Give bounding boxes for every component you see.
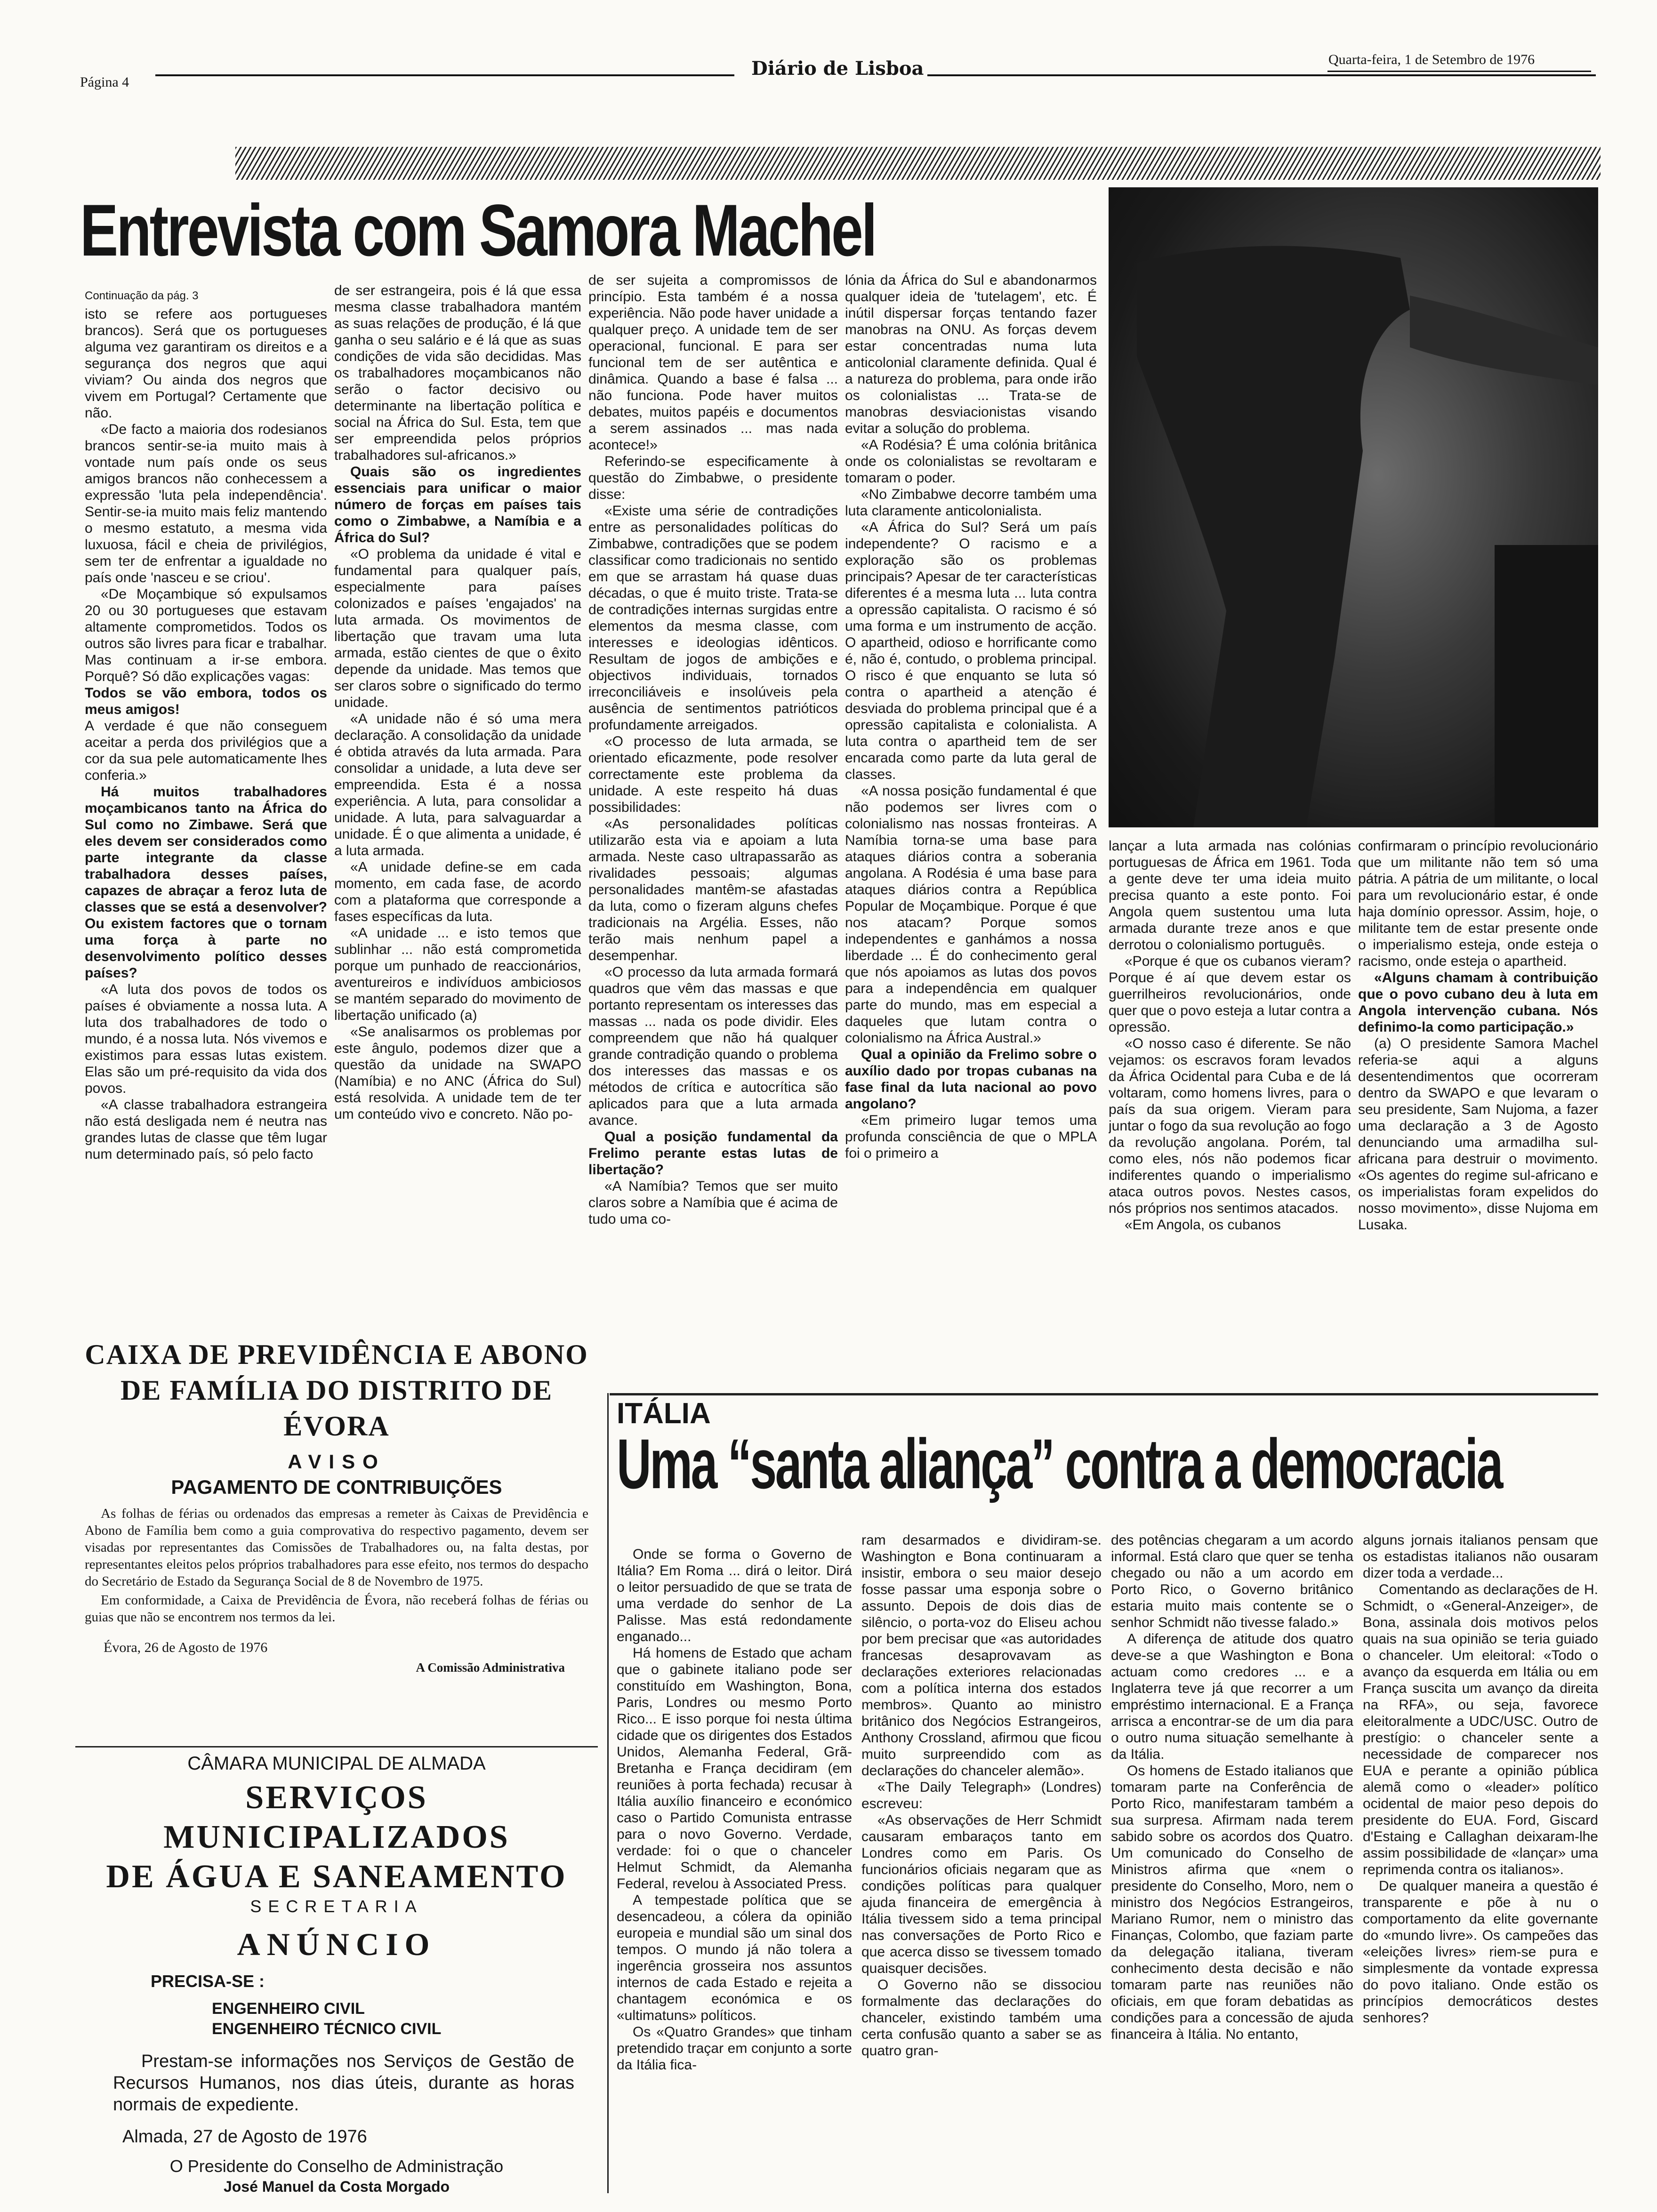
ad2-item-1: ENGENHEIRO CIVIL	[212, 2000, 365, 2018]
ad2-precisa: PRECISA-SE :	[151, 1972, 265, 1991]
ad-date: Évora, 26 de Agosto de 1976	[104, 1640, 268, 1655]
ad-aviso: AVISO	[288, 1451, 386, 1473]
article1-column-5: lançar a luta armada nas colónias portuguesas de África em 1961. Toda a gente deve ter uma ideia muito precisa quanto a este ponto. Foi Angola quem sustentou uma luta armada durante treze anos e que derrotou o colonialismo português. «Porque é que os cubanos vieram? Porque é aí que devem estar os guerrilheiros revolucionários, onde quer que o povo esteja a lutar contra a opressão. «O nosso caso é diferente. Se não vejamos: os escravos foram levados da África Ocidental para Cuba e de lá voltaram, como homens livres, para o país da sua origem. Vieram para juntar o fogo da sua revolução ao fogo da revolução angolana. Porém, tal como eles, nós não podemos ficar indiferentes quando o imperialismo ataca outros povos. Nestes casos, nós próprios nos sentimos atacados. «Em Angola, os cubanos	[1109, 838, 1351, 1233]
ad2-title-2: DE ÁGUA E SANEAMENTO	[106, 1859, 567, 1895]
ad2-anuncio: ANÚNCIO	[237, 1926, 436, 1962]
article1-column-6: confirmaram o princípio revolucionário que um militante não tem só uma pátria. A pátria de um militante, o local para um revolucionário estar, é onde haja domínio opressor. Assim, hoje, o militante tem de estar presente onde o imperialismo esteja, onde esteja o racismo, onde esteja o apartheid. «Alguns chamam à contribuição que o povo cubano deu à luta em Angola intervenção cubana. Nós definimo-la como participação.» (a) O presidente Samora Machel referia-se aqui a alguns desentendimentos que ocorreram dentro da SWAPO e que levaram o seu presidente, Sam Nujoma, a fazer uma declaração a 3 de Agosto denunciando uma armadilha sul-africana para destruir o movimento. «Os agentes do regime sul-africano e os imperialistas foram expelidos do nosso movimento», disse Nujoma em Lusaka.	[1358, 838, 1598, 1233]
almada-ad	[75, 1753, 598, 2196]
decorative-hatch-band	[235, 147, 1601, 180]
continuation-note: Continuação da pág. 3	[85, 289, 199, 302]
header-rule-left	[155, 74, 734, 76]
ad2-signer-name: José Manuel da Costa Morgado	[223, 2178, 450, 2195]
article2-title: Uma “santa aliança” contra a democracia	[617, 1424, 1502, 1503]
ad-title-line-1: CAIXA DE PREVIDÊNCIA E ABONO	[85, 1339, 588, 1370]
article1-column-2: de ser estrangeira, pois é lá que essa mesma classe trabalhadora mantém as suas relações de produção, é lá que ganha o seu salário e é lá que as suas condições de vida são decididas. Mas os trabalhadores moçambicanos não serão o factor decisivo ou determinante na libertação política e social na África do Sul. Esta, tem que ser empreendida pelos próprios trabalhadores sul-africanos.» Quais são os ingredientes essenciais para unificar o maior número de forças em países tais como o Zimbabwe, a Namíbia e a África do Sul? «O problema da unidade é vital e fundamental para qualquer país, especialmente para países colonizados e países 'engajados' na luta armada. Os movimentos de libertação que travam uma luta armada, estão cientes de que o êxito depende da unidade. Mas temos que ser claros sobre o significado do termo unidade. «A unidade não é só uma mera declaração. A consolidação da unidade é obtida através da luta armada. Para consolidar a unidade, a luta deve ser empreendida. Esta é a nossa experiência. A luta, para consolidar a unidade. A luta, para salvaguardar a unidade. É o que alimenta a unidade, é a luta armada. «A unidade define-se em cada momento, em cada fase, de acordo com a plataforma que corresponde a fases específicas da luta. «A unidade ... e isto temos que sublinhar ... não está comprometida porque um punhado de reaccionários, aventureiros e indivíduos ambiciosos se mantém separado do movimento de libertação unificado (a) «Se analisarmos os problemas por este ângulo, podemos dizer que a questão da unidade na SWAPO (Namíbia) e no ANC (África do Sul) está resolvida. A unidade tem de ter um conteúdo vivo e concreto. Não po-	[334, 283, 581, 1122]
article2-column-1: Onde se forma o Governo de Itália? Em Roma ... dirá o leitor. Dirá o leitor persuadido de que se trata de uma verdade do senhor de La Palisse. Mas está redondamente enganado... Há homens de Estado que acham que o gabinete italiano pode ser constituído em Washington, Bona, Paris, Londres ou mesmo Porto Rico... E isso porque foi nesta última cidade que os dirigentes dos Estados Unidos, Alemanha Federal, Grã-Bretanha e França decidiram (em reuniões à porta fechada) recusar à Itália auxílio financeiro e económico caso o Partido Comunista entrasse para o novo Governo. Verdade, verdade: foi o que o chanceler Helmut Schmidt, da Alemanha Federal, revelou à Associated Press. A tempestade política que se desencadeou, a cólera da opinião europeia e mundial são um sinal dos tempos. O mundo já não tolera a ingerência grosseira nos assuntos internos de cada Estado e rejeita a chantagem económica e os «ultimatuns» políticos. Os «Quatro Grandes» que tinham pretendido traçar em conjunto a sorte da Itália fica-	[617, 1547, 852, 2073]
article1-column-3: de ser sujeita a compromissos de princípio. Esta também é a nossa experiência. Não pode haver unidade a qualquer preço. A unidade tem de ser operacional, funcional. E para ser funcional tem de ser autêntica e dinâmica. Quando a base é falsa ... não funciona. Pode haver muitos debates, muitos papéis e documentos a serem assinados ... mas nada acontece!» Referindo-se especificamente à questão do Zimbabwe, o presidente disse: «Existe uma série de contradições entre as personalidades políticas do Zimbabwe, contradições que se podem classificar como tradicionais no sentido em que se arrastam há quase duas décadas, o que é muito triste. Trata-se de contradições internas surgidas entre elementos da mesma classe, com interesses e ideologias idênticos. Resultam de jogos de ambições e objectivos individuais, tornados irreconciliáveis e insolúveis pela ausência de sentimentos patrióticos profundamente arreigados. «O processo de luta armada, se orientado eficazmente, pode resolver correctamente este problema da unidade. A este respeito há duas possibilidades: «As personalidades políticas utilizarão esta via e apoiam a luta armada. Neste caso ultrapassarão as rivalidades pessoais; algumas personalidades mantêm-se afastadas da luta, como o fizeram alguns chefes tradicionais na Argélia. Esses, não terão mais nenhum papel a desempenhar. «O processo da luta armada formará quadros que vêm das massas e que portanto representam os interesses das massas ... nada os pode dividir. Eles compreendem que não há qualquer grande contradição quando o problema dos interesses das massas e os métodos de crítica e autocrítica são aplicados para que a luta armada avance. Qual a posição fundamental da Frelimo perante estas lutas de libertação? «A Namíbia? Temos que ser muito claros sobre a Namíbia que é acima de tudo uma co-	[588, 272, 838, 1227]
date-underline	[1327, 71, 1591, 72]
article1-column-1: isto se refere aos portugueses brancos). Será que os portugueses alguma vez garantiram os direitos e a segurança dos negros que aqui viviam? Ou ainda dos negros que vivem em Portugal? Certamente que não. «De facto a maioria dos rodesianos brancos sentir-se-ia muito mais à vontade num país onde os seus amigos brancos não conhecessem a expressão 'luta pela independência'. Sentir-se-ia muito mais feliz mantendo o mesmo estatuto, a mesma vida luxuosa, fácil e cheia de privilégios, sem ter de enfrentar a igualdade no país onde 'nasceu e se criou'. «De Moçambique só expulsamos 20 ou 30 portugueses que estavam altamente comprometidos. Todos os outros são livres para ficar e trabalhar. Mas continuam a ir-se embora. Porquê? Só dão explicações vagas: Todos se vão embora, todos os meus amigos! A verdade é que não conseguem aceitar a perda dos privilégios que a cor da sua pele automaticamente lhes conferia.» Há muitos trabalhadores moçambicanos tanto na África do Sul como no Zimbawe. Será que eles devem ser considerados como parte integrante da classe trabalhadora desses países, capazes de abraçar a feroz luta de classes que se está a desenvolver? Ou existem factores que o tornam uma força à parte no desenvolvimento político desses países? «A luta dos povos de todos os países é obviamente a nossa luta. A luta dos trabalhadores de todo o mundo, é a nossa luta. Nós vivemos e existimos para essas lutas existem. Elas são um pré-requisito da vida dos povos. «A classe trabalhadora estrangeira não está desligada nem é neutra nas grandes lutas de classe que têm lugar num determinado país, só pelo facto	[85, 306, 327, 1162]
ad2-title-1: SERVIÇOS MUNICIPALIZADOS	[163, 1779, 510, 1855]
ad2-dept: SECRETARIA	[250, 1897, 423, 1916]
ad2-body: Prestam-se informações nos Serviços de Gestão de Recursos Humanos, nos dias úteis, durante as horas normais de expediente.	[113, 2052, 574, 2115]
column-divider	[607, 1393, 609, 2193]
ad-body: As folhas de férias ou ordenados das empresas a remeter às Caixas de Previdência e Abono de Família bem como a guia comprovativa do respectivo pagamento, devem ser visadas por representantes das Comissões de Trabalhadores ou, na falta destas, por representantes eleitos pelos próprios trabalhadores para esse efeito, nos termos do despacho do Secretário de Estado da Segurança Social de 8 de Novembro de 1975.	[85, 1506, 588, 1589]
header-rule-right	[927, 74, 1596, 76]
article2-column-4: alguns jornais italianos pensam que os estadistas italianos não ousaram dizer toda a verdade... Comentando as declarações de H. Schmidt, o «General-Anzeiger», de Bona, assinala dois motivos pelos quais na sua opinião se teria guiado o chanceler. Um eleitoral: «Todo o avanço da esquerda em Itália ou em França suscita um avanço da direita na RFA», ou seja, favorece eleitoralmente a UDC/USC. Outro de prestígio: o chanceler sente a necessidade de comparecer nos EUA e perante a opinião pública alemã como o «leader» político ocidental de maior peso depois do presidente do EUA. Ford, Giscard d'Estaing e Callaghan deixaram-lhe assim possibilidade de «lançar» uma reprimenda contra os italianos». De qualquer maneira a questão é transparente e põe à nu o comportamento da elite governante do «mundo livre». Os campeões das «eleições livres» riem-se pura e simplesmente da vontade expressa do povo italiano. Onde estão os princípios democráticos destes senhores?	[1363, 1532, 1598, 2026]
issue-date: Quarta-feira, 1 de Setembro de 1976	[1328, 52, 1535, 67]
ad-divider	[75, 1746, 598, 1747]
page-number: Página 4	[80, 74, 129, 90]
interview-photo	[1109, 187, 1598, 827]
article1-column-4: lónia da África do Sul e abandonarmos qualquer ideia de 'tutelagem', etc. É inútil dispersar forças tentando fazer manobras na ONU. As forças devem estar concentradas numa luta anticolonial claramente definida. Qual é a natureza do problema, para onde irão os colonialistas ... Trata-se de manobras desviacionistas visando evitar a solução do problema. «A Rodésia? É uma colónia britânica onde os colonialistas se revoltaram e tomaram o poder. «No Zimbabwe decorre também uma luta claramente anticolonialista. «A África do Sul? Será um país independente? O racismo e a exploração são os problemas principais? Apesar de ter características diferentes é a mesma luta ... luta contra a opressão capitalista. O racismo é só uma forma e um instrumento de acção. O apartheid, odioso e horrificante como é, não é, contudo, o problema principal. O risco é que enquanto se luta só contra o apartheid a atenção é desviada do problema principal que é a opressão capitalista e colonialista. A luta contra o apartheid tem de ser encarada como parte da luta geral de classes. «A nossa posição fundamental é que não podemos ser livres com o colonialismo nas nossas fronteiras. A Namíbia torna-se uma base para ataques diários contra a soberania angolana. A Rodésia é uma base para ataques diários contra a República Popular de Moçambique. Porque é que nos atacam? Porque somos independentes e ganhámos a nossa liberdade ... É do conhecimento geral que nós apoiamos as lutas dos povos para a independência em qualquer parte do mundo, mas em especial a daqueles que lutam contra o colonialismo na África Austral.» Qual a opinião da Frelimo sobre o auxílio dado por tropas cubanas na fase final da luta nacional ao povo angolano? «Em primeiro lugar temos uma profunda consciência de que o MPLA foi o primeiro a	[845, 272, 1097, 1161]
article2-column-3: des potências chegaram a um acordo informal. Está claro que quer se tenha chegado ou não a um acordo em Porto Rico, o Governo britânico estaria muito mais contente se o senhor Schmidt não tivesse falado.» A diferença de atitude dos quatro deve-se a que Washington e Bona actuam como credores ... e a Inglaterra teve já que recorrer a um empréstimo internacional. E a França arrisca a encontrar-se de um dia para o outro numa situação semelhante à da Itália. Os homens de Estado italianos que tomaram parte na Conferência de Porto Rico, manifestaram também a sua surpresa. Afirmam nada terem sabido sobre os acordos dos Quatro. Um comunicado do Conselho de Ministros afirma que «nem o presidente do Conselho, Moro, nem o ministro dos Negócios Estrangeiros, Mariano Rumor, nem o ministro das Finanças, Colombo, que faziam parte da delegação italiana, tiveram conhecimento desta decisão e não tomaram parte nas reuniões não oficiais, em que foram debatidas as condições para a concessão de ajuda financeira à Itália. No entanto,	[1111, 1532, 1353, 2042]
article2-column-2: ram desarmados e dividiram-se. Washington e Bona continuaram a insistir, embora o seu maior desejo fosse passar uma esponja sobre o assunto. Depois de dois dias de silêncio, o porta-voz do Eliseu achou por bem precisar que «as autoridades francesas desaprovavam as declarações exteriores relacionadas com a política interna dos estados membros». Quanto ao ministro britânico dos Negócios Estrangeiros, Anthony Crossland, afirmou que ficou muito surpreendido com as declarações do chanceler alemão». «The Daily Telegraph» (Londres) escreveu: «As observações de Herr Schmidt causaram embaraços tanto em Londres como em Paris. Os funcionários oficiais negaram que as condições políticas para qualquer ajuda financeira de emergência à Itália tivessem sido a tema principal nas conversações de Porto Rico e que acerca disso se tivessem tomado quaisquer decisões. O Governo não se dissociou formalmente das declarações do chanceler, existindo também uma certa confusão quanto a saber se as quatro gran-	[861, 1532, 1102, 2059]
ad2-org: CÂMARA MUNICIPAL DE ALMADA	[187, 1753, 486, 1774]
ad-title-line-2: DE FAMÍLIA DO DISTRITO DE ÉVORA	[121, 1375, 553, 1442]
caixa-previdencia-ad	[75, 1337, 598, 1675]
article-title: Entrevista com Samora Machel	[80, 190, 876, 272]
ad2-signer-title: O Presidente do Conselho de Administração	[169, 2156, 504, 2176]
ad-subtitle: PAGAMENTO DE CONTRIBUIÇÕES	[171, 1476, 502, 1498]
ad-signature: A Comissão Administrativa	[416, 1660, 565, 1675]
photo-silhouette	[1109, 187, 1598, 827]
ad2-date: Almada, 27 de Agosto de 1976	[122, 2127, 367, 2147]
ad-body-2: Em conformidade, a Caixa de Previdência de Évora, não receberá folhas de férias ou guias que não se encontrem nos termos da lei.	[85, 1593, 588, 1625]
section-divider	[610, 1393, 1598, 1395]
article2-kicker: ITÁLIA	[617, 1397, 711, 1430]
ad2-item-2: ENGENHEIRO TÉCNICO CIVIL	[212, 2020, 442, 2038]
masthead: Diário de Lisboa	[751, 57, 924, 80]
